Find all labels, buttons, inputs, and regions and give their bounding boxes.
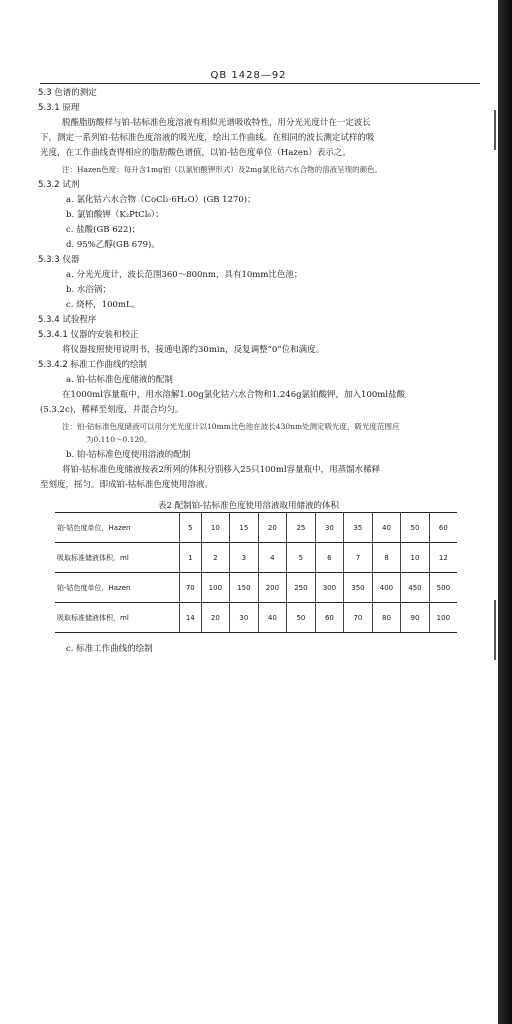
table-cell: 5 xyxy=(287,543,316,573)
table-cell: 250 xyxy=(287,573,316,603)
paragraph-line: 光度，在工作曲线查得相应的脂肪酸色谱值，以铂-钴色度单位（Hazen）表示之。 xyxy=(40,148,351,158)
table-cell: 20 xyxy=(258,513,287,543)
paragraph-line: 在1000ml容量瓶中，用水溶解1.00g氯化钴六水合物和1.246g氯铂酸钾，加入100ml盐酸 xyxy=(62,390,406,400)
table-cell: 90 xyxy=(401,603,430,633)
list-item: a. 分光光度计，波长范围360～800nm，具有10mm比色池； xyxy=(66,270,303,280)
table-cell: 50 xyxy=(287,603,316,633)
list-item: c. 盐酸(GB 622)； xyxy=(66,225,141,235)
table-cell: 40 xyxy=(258,603,287,633)
table-row xyxy=(55,573,457,603)
table-cell: 300 xyxy=(315,573,344,603)
list-item: d. 95%乙醇(GB 679)。 xyxy=(66,240,160,250)
table-cell: 450 xyxy=(401,573,430,603)
table-cell: 15 xyxy=(230,513,259,543)
row-label: 吸取标准储液体积，ml xyxy=(55,603,180,633)
table-cell: 50 xyxy=(401,513,430,543)
scan-speck xyxy=(494,110,496,150)
list-item: c. 烧杯，100mL。 xyxy=(66,300,141,310)
table-cell: 70 xyxy=(344,603,373,633)
section-heading: 5.3.3 仪器 xyxy=(38,255,80,265)
table-cell: 80 xyxy=(372,603,401,633)
table-cell: 12 xyxy=(429,543,457,573)
row-label: 铂-钴色度单位，Hazen xyxy=(55,513,180,543)
row-label: 吸取标准储液体积，ml xyxy=(55,543,180,573)
table-row xyxy=(55,543,457,573)
list-item: b. 水浴锅； xyxy=(66,285,111,295)
paragraph-line: 至刻度，摇匀。即成铂-钴标准色度使用溶液。 xyxy=(40,480,213,490)
list-item: c. 标准工作曲线的绘制 xyxy=(66,644,153,654)
table-cell: 60 xyxy=(315,603,344,633)
note-line: 注：Hazen色度：每升含1mg铂（以氯铂酸钾形式）及2mg氯化钴六水合物的溶液呈现的颜色。 xyxy=(62,165,383,174)
table-cell: 4 xyxy=(258,543,287,573)
table-cell: 25 xyxy=(287,513,316,543)
standard-number: QB 1428—92 xyxy=(210,70,287,81)
paragraph-line: (5.3.2c)，稀释至刻度，并混合均匀。 xyxy=(40,405,184,415)
list-item: a. 氯化钴六水合物（CoCl₂·6H₂O）(GB 1270)； xyxy=(66,195,256,205)
table-cell: 150 xyxy=(230,573,259,603)
table-cell: 100 xyxy=(429,603,457,633)
note-line: 注：铂-钴标准色度储液可以用分光光度计以10mm比色池在波长430nm处测定吸光度，吸光度范围应 xyxy=(62,422,400,431)
table-cell: 400 xyxy=(372,573,401,603)
paragraph-line: 将铂-钴标准色度储液按表2所列的体积分别移入25只100ml容量瓶中，用蒸馏水稀释 xyxy=(62,465,381,475)
table-cell: 60 xyxy=(429,513,457,543)
table-row xyxy=(55,603,457,633)
list-item: b. 氯铂酸钾（K₂PtCl₆）； xyxy=(66,210,164,220)
table-cell: 10 xyxy=(201,513,230,543)
header-rule xyxy=(40,83,480,84)
table-cell: 8 xyxy=(372,543,401,573)
table-cell: 7 xyxy=(344,543,373,573)
table-cell: 500 xyxy=(429,573,457,603)
table-row xyxy=(55,513,457,543)
paragraph-line: 将仪器按照使用说明书，接通电源约30min，反复调整“0”位和满度。 xyxy=(62,345,325,355)
table-cell: 10 xyxy=(401,543,430,573)
table-cell: 100 xyxy=(201,573,230,603)
list-item: a. 铂-钴标准色度储液的配制 xyxy=(66,375,173,385)
section-heading: 5.3.4.1 仪器的安装和校正 xyxy=(38,330,139,340)
table-caption: 表2 配制铂-钴标准色度使用溶液取用储液的体积 xyxy=(158,501,339,511)
list-item: b. 铂-钴标准色度使用溶液的配制 xyxy=(66,450,191,460)
table-cell: 350 xyxy=(344,573,373,603)
table-cell: 20 xyxy=(201,603,230,633)
table-cell: 70 xyxy=(180,573,202,603)
section-heading: 5.3 色谱的测定 xyxy=(38,88,97,98)
section-heading: 5.3.1 原理 xyxy=(38,103,80,113)
note-line: 为0.110～0.120。 xyxy=(86,435,152,444)
row-label: 铂-钴色度单位，Hazen xyxy=(55,573,180,603)
table-cell: 30 xyxy=(315,513,344,543)
volume-table xyxy=(55,512,457,633)
section-heading: 5.3.4.2 标准工作曲线的绘制 xyxy=(38,360,147,370)
paragraph-line: 下，测定一系列铂-钴标准色度溶液的吸光度，绘出工作曲线。在相同的波长测定试样的吸 xyxy=(40,133,375,143)
table-cell: 35 xyxy=(344,513,373,543)
table-cell: 14 xyxy=(180,603,202,633)
table-cell: 3 xyxy=(230,543,259,573)
table-cell: 40 xyxy=(372,513,401,543)
section-heading: 5.3.4 试验程序 xyxy=(38,315,97,325)
scan-edge-bar xyxy=(498,0,512,1024)
scan-speck xyxy=(494,600,496,660)
table-cell: 6 xyxy=(315,543,344,573)
table-cell: 1 xyxy=(180,543,202,573)
table-cell: 200 xyxy=(258,573,287,603)
table-cell: 5 xyxy=(180,513,202,543)
table-cell: 2 xyxy=(201,543,230,573)
table-cell: 30 xyxy=(230,603,259,633)
paragraph-line: 脱酯脂肪酸样与铂-钴标准色度溶液有相似光谱吸收特性，用分光光度计在一定波长 xyxy=(62,118,371,128)
section-heading: 5.3.2 试剂 xyxy=(38,180,80,190)
